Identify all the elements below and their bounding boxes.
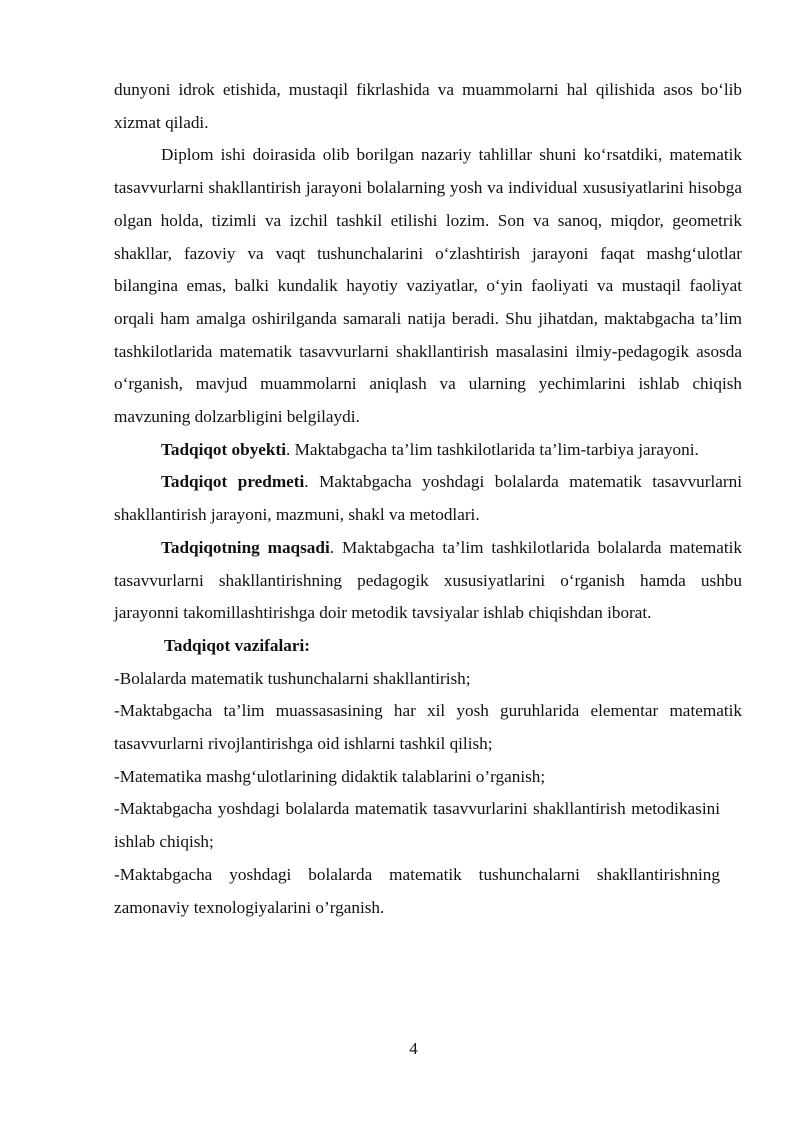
vazifa-item-4: -Maktabgacha yoshdagi bolalarda matematik tasavvurlarini shakllantirish metodikasini ishlab chiqish; [114, 799, 720, 852]
maqsad-label: Tadqiqotning maqsadi [161, 537, 330, 557]
vazifa-item-1: -Bolalarda matematik tushunchalarni shakllantirish; [114, 668, 471, 688]
paragraph-predmet [114, 466, 742, 531]
paragraph-diplom: Diplom ishi doirasida olib borilgan nazariy tahlillar shuni ko‘rsatdiki, matematik tasavvurlarni shakllantirish jarayoni bolalarning yosh va individual xususiyatlarini hisobga olgan holda, tizimli va izchil tashkil etilishi lozim. Son va sanoq, miqdor, geometrik shakllar, fazoviy va vaqt tushunchalarini o‘zlashtirish jarayoni faqat mashg‘ulotlar bilangina emas, balki kundalik hayotiy vaziyatlar, o‘yin faoliyati va mustaqil faoliyat orqali ham amalga oshirilganda samarali natija beradi. Shu jihatdan, maktabgacha ta’lim tashkilotlarida matematik tasavvurlarni shakllantirish masalasini ilmiy-pedagogik asosda o‘rganish, mavjud muammolarni aniqlash va ularning yechimlarini ishlab chiqish mavzuning dolzarbligini belgilaydi. [114, 145, 742, 427]
paragraph-continuation: dunyoni idrok etishida, mustaqil fikrlashida va muammolarni hal qilishida asos bo‘lib xizmat qiladi. [114, 80, 742, 132]
vazifa-item-2: -Maktabgacha ta’lim muassasasining har xil yosh guruhlarida elementar matematik tasavvurlarni rivojlantirishga oid ishlarni tashkil qilish; [114, 701, 742, 754]
maqsad-text: . Maktabgacha ta’lim tashkilotlarida bolalarda matematik tasavvurlarni shakllantirishning pedagogik xususiyatlarini o‘rganish hamda ushbu jarayonni takomillashtirishga doir metodik tavsiyalar ishlab chiqishdan iborat. [114, 537, 742, 623]
page-number: 4 [409, 1039, 418, 1058]
vazifalar-heading: Tadqiqot vazifalari: [164, 635, 310, 655]
paragraph-obyekt [114, 434, 742, 467]
obyekt-text: . Maktabgacha ta’lim tashkilotlarida ta’lim-tarbiya jarayoni. [285, 439, 699, 459]
predmet-text: . Maktabgacha yoshdagi bolalarda matematik tasavvurlarni shakllantirish jarayoni, mazmuni, shakl va metodlari. [114, 472, 742, 525]
obyekt-label: Tadqiqot obyekti [161, 439, 286, 459]
vazifa-item-3: -Matematika mashg‘ulotlarining didaktik talablarini o’rganish; [114, 766, 546, 786]
predmet-label: Tadqiqot predmeti [161, 472, 305, 492]
document-page [114, 74, 742, 924]
paragraph-maqsad [114, 532, 742, 630]
vazifa-item-5: -Maktabgacha yoshdagi bolalarda matematik tushunchalarni shakllantirishning zamonaviy texnologiyalarini o’rganish. [114, 864, 720, 917]
